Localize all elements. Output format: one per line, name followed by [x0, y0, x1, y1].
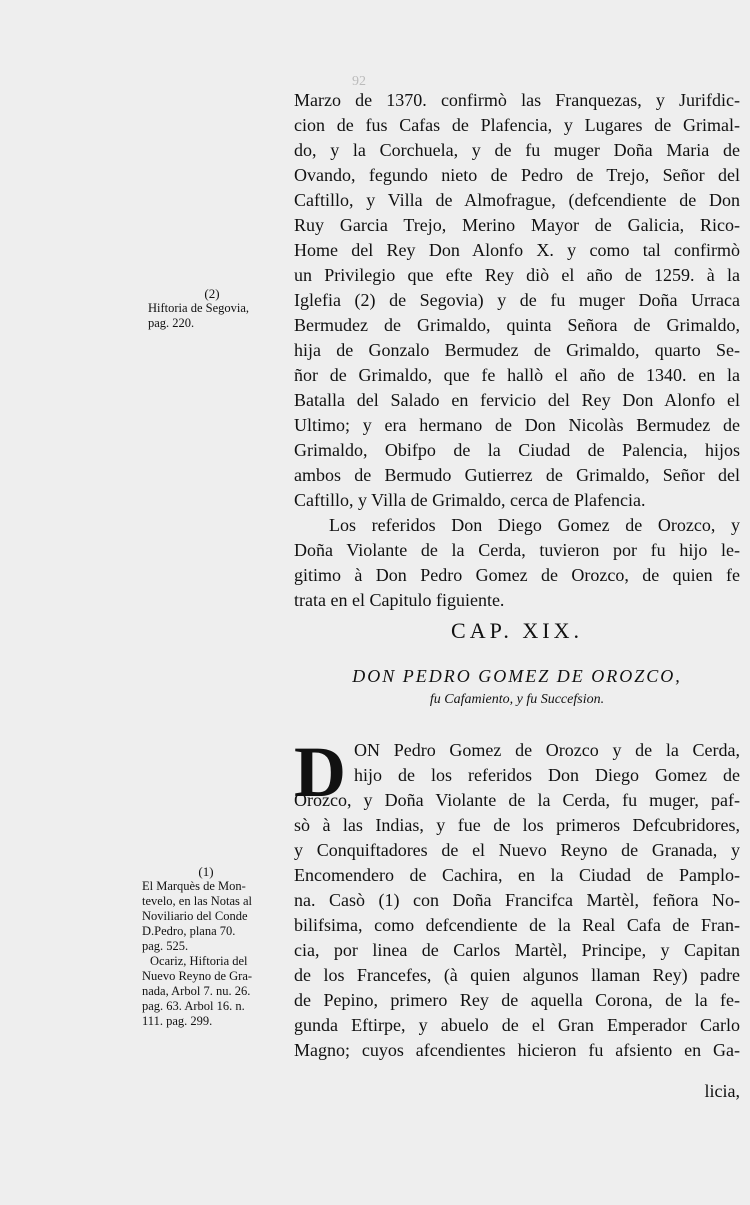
margin-note-2	[148, 286, 276, 331]
page-number: 92	[352, 74, 366, 89]
text-line: hijo de los referidos Don Diego Gomez de	[354, 765, 740, 785]
note-line: pag. 220.	[148, 316, 195, 330]
text-line: Orozco, y Doña Violante de la Cerda, fu muger, paf-	[294, 790, 740, 810]
note-line: nada, Arbol 7. nu. 26.	[142, 984, 251, 998]
text-line: ON Pedro Gomez de Orozco y de la Cerda,	[354, 740, 740, 760]
text-line: na. Casò (1) con Doña Francifca Martèl, feñora No-	[294, 890, 740, 910]
note-line: Nuevo Reyno de Gra-	[142, 969, 253, 983]
text-line: sò à las Indias, y fue de los primeros Defcubridores,	[294, 815, 740, 835]
note-mark: (2)	[204, 286, 220, 301]
text-line: de los Francefes, (à quien algunos llaman Rey) padre	[294, 965, 740, 985]
text-line: Grimaldo, Obifpo de la Ciudad de Palencia, hijos	[294, 440, 740, 460]
text-line: Caftillo, y Villa de Almofrague, (defcendiente de Don	[294, 190, 740, 210]
note-line: pag. 525.	[142, 939, 189, 953]
chapter-subtitle: fu Cafamiento, y fu Succefsion.	[429, 692, 605, 707]
text-line: Ovando, fegundo nieto de Pedro de Trejo, Señor del	[294, 165, 740, 185]
chapter-body	[294, 732, 740, 1063]
note-line: Ocariz, Hiftoria del	[150, 954, 248, 968]
drop-cap: D	[294, 732, 346, 812]
text-line: Encomendero de Cachira, en la Ciudad de Pamplo-	[294, 865, 740, 885]
chapter-title: DON PEDRO GOMEZ DE OROZCO,	[352, 666, 682, 686]
catchword: licia,	[704, 1081, 740, 1101]
note-line: Hiftoria de Segovia,	[148, 301, 250, 315]
main-text-block	[294, 88, 740, 613]
text-line: Marzo de 1370. confirmò las Franquezas, y Jurifdic-	[294, 90, 740, 110]
text-line: Ruy Garcia Trejo, Merino Mayor de Galicia, Rico-	[294, 215, 740, 235]
note-line: 111. pag. 299.	[142, 1014, 213, 1028]
note-line: Noviliario del Conde	[142, 909, 248, 923]
chapter-heading: CAP. XIX.	[451, 618, 583, 643]
text-line: trata en el Capitulo figuiente.	[294, 590, 505, 610]
text-line: Magno; cuyos afcendientes hicieron fu afsiento en Ga-	[294, 1040, 740, 1060]
text-line: Iglefia (2) de Segovia) y de fu muger Doña Urraca	[294, 290, 740, 310]
text-line: ñor de Grimaldo, que fe hallò el año de 1340. en la	[294, 365, 740, 385]
text-line: gitimo à Don Pedro Gomez de Orozco, de quien fe	[294, 565, 740, 585]
text-line: Caftillo, y Villa de Grimaldo, cerca de Plafencia.	[294, 490, 646, 510]
text-line: do, y la Corchuela, y de fu muger Doña Maria de	[294, 140, 740, 160]
text-line: Batalla del Salado en fervicio del Rey Don Alonfo el	[294, 390, 740, 410]
text-line: Home del Rey Don Alonfo X. y como tal confirmò	[294, 240, 740, 260]
text-line: Ultimo; y era hermano de Don Nicolàs Bermudez de	[294, 415, 740, 435]
text-line: ambos de Bermudo Gutierrez de Grimaldo, Señor del	[294, 465, 740, 485]
note-line: El Marquès de Mon-	[142, 879, 246, 893]
note-mark: (1)	[198, 864, 214, 879]
text-line: bilifsima, como defcendiente de la Real Cafa de Fran-	[294, 915, 740, 935]
text-line: Bermudez de Grimaldo, quinta Señora de Grimaldo,	[294, 315, 740, 335]
margin-note-1	[142, 864, 270, 1029]
text-line: cia, por linea de Carlos Martèl, Principe, y Capitan	[294, 940, 740, 960]
text-line: Doña Violante de la Cerda, tuvieron por fu hijo le-	[294, 540, 740, 560]
note-line: D.Pedro, plana 70.	[142, 924, 236, 938]
text-line: de Pepino, primero Rey de aquella Corona, de la fe-	[294, 990, 740, 1010]
note-line: pag. 63. Arbol 16. n.	[142, 999, 245, 1013]
text-line: hija de Gonzalo Bermudez de Grimaldo, quarto Se-	[294, 340, 740, 360]
text-line: y Conquiftadores de el Nuevo Reyno de Granada, y	[294, 840, 740, 860]
text-line: Los referidos Don Diego Gomez de Orozco, y	[329, 515, 740, 535]
text-line: gunda Eftirpe, y abuelo de el Gran Emperador Carlo	[294, 1015, 740, 1035]
text-line: cion de fus Cafas de Plafencia, y Lugares de Grimal-	[294, 115, 740, 135]
note-line: tevelo, en las Notas al	[142, 894, 253, 908]
text-line: un Privilegio que efte Rey diò el año de 1259. à la	[294, 265, 740, 285]
